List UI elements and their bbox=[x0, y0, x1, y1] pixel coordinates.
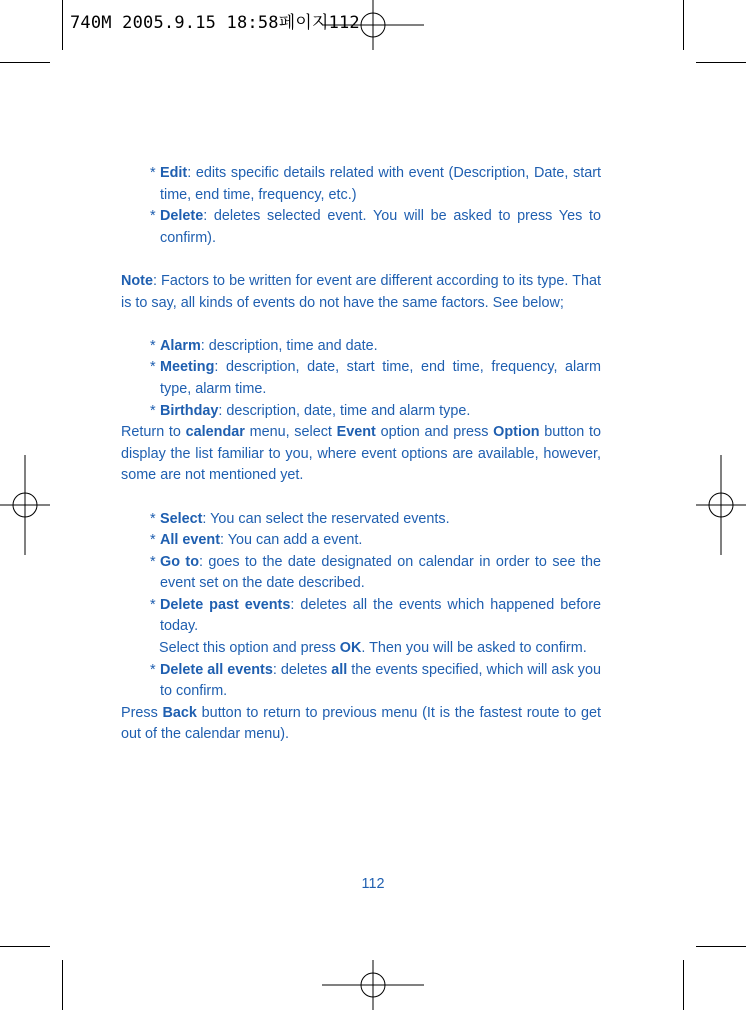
term-text: : You can add a event. bbox=[219, 532, 363, 549]
bullet-delete bbox=[121, 206, 601, 249]
bullet-go-to bbox=[121, 552, 601, 595]
spacer bbox=[121, 487, 601, 509]
term-label: All event bbox=[160, 532, 220, 549]
term-text: : description, time and date. bbox=[200, 337, 378, 354]
bullet-star: * bbox=[150, 208, 156, 225]
bullet-star: * bbox=[150, 402, 156, 419]
spacer bbox=[121, 249, 601, 271]
note-text: : Factors to be written for event are different according to its type. That is to say, all kinds of events do not have the same factors. See below; bbox=[121, 272, 601, 311]
bullet-delete-past-events bbox=[121, 595, 601, 638]
text-run: menu, select bbox=[244, 424, 337, 441]
bullet-delete-all-events bbox=[121, 660, 601, 703]
spacer bbox=[121, 314, 601, 336]
bullet-star: * bbox=[150, 165, 156, 181]
bold-term: OK bbox=[339, 640, 362, 657]
registration-mark-bottom bbox=[322, 960, 424, 1010]
crop-mark-tl-vertical bbox=[62, 0, 63, 50]
note-paragraph bbox=[121, 271, 601, 314]
term-text: : You can select the reservated events. bbox=[202, 510, 450, 527]
term-label: Birthday bbox=[160, 402, 219, 419]
term-label: Meeting bbox=[160, 359, 215, 376]
bullet-star: * bbox=[150, 359, 156, 376]
crop-mark-br-horizontal bbox=[696, 946, 746, 947]
return-paragraph bbox=[121, 422, 601, 487]
term-label: Edit bbox=[160, 165, 188, 181]
bullet-all-event bbox=[121, 530, 601, 552]
text-run: Return to bbox=[121, 424, 186, 441]
bullet-star: * bbox=[150, 532, 156, 549]
crop-mark-bl-vertical bbox=[62, 960, 63, 1010]
note-label: Note bbox=[121, 272, 153, 289]
select-option-line bbox=[121, 638, 601, 660]
term-label: Alarm bbox=[160, 337, 201, 354]
page-number: 112 bbox=[361, 876, 385, 892]
term-label: Delete past events bbox=[160, 596, 291, 613]
bullet-select bbox=[121, 509, 601, 531]
term-text: : deletes all the events which happened before today. bbox=[160, 596, 601, 635]
term-text: : description, date, time and alarm type. bbox=[218, 402, 471, 419]
term-label: Delete bbox=[160, 208, 204, 225]
back-paragraph bbox=[121, 703, 601, 746]
bullet-birthday bbox=[121, 401, 601, 423]
term-label: Select bbox=[160, 510, 203, 527]
bold-term: all bbox=[331, 661, 348, 678]
text-run: Select this option and press bbox=[159, 640, 340, 657]
registration-mark-left bbox=[0, 455, 50, 555]
term-label: Go to bbox=[160, 553, 199, 570]
crop-mark-tr-horizontal bbox=[696, 62, 746, 63]
bullet-star: * bbox=[150, 510, 156, 527]
term-label: Delete all events bbox=[160, 661, 273, 678]
print-header: 740M 2005.9.15 18:58페이지112 bbox=[70, 13, 360, 33]
term-text: : deletes selected event. You will be asked to press Yes to confirm). bbox=[160, 208, 601, 246]
text-run: Press bbox=[121, 704, 163, 721]
text-run: : deletes bbox=[272, 661, 332, 678]
crop-mark-tl-horizontal bbox=[0, 62, 50, 63]
bullet-star: * bbox=[150, 337, 156, 354]
bullet-meeting bbox=[121, 357, 601, 400]
page-content bbox=[121, 163, 601, 746]
crop-mark-bl-horizontal bbox=[0, 946, 50, 947]
text-run: button to return to previous menu (It is the fastest route to get out of the calendar menu). bbox=[121, 704, 601, 743]
bullet-star: * bbox=[150, 596, 156, 613]
registration-mark-top bbox=[322, 0, 424, 50]
bullet-star: * bbox=[150, 661, 156, 678]
text-run: . Then you will be asked to confirm. bbox=[361, 640, 587, 657]
term-text: : goes to the date designated on calendar in order to see the event set on the date described. bbox=[160, 553, 601, 592]
crop-mark-tr-vertical bbox=[683, 0, 684, 50]
text-run: option and press bbox=[375, 424, 494, 441]
bold-term: Event bbox=[336, 424, 376, 441]
bullet-alarm bbox=[121, 336, 601, 358]
term-text: : edits specific details related with event (Description, Date, start time, end time, frequency, etc.) bbox=[160, 165, 601, 203]
text-run: button to display the list familiar to you, where event options are available, however, some are not mentioned yet. bbox=[121, 424, 601, 484]
text-run: the events specified, which will ask you to confirm. bbox=[160, 661, 601, 700]
bold-term: Back bbox=[162, 704, 197, 721]
bullet-edit bbox=[121, 163, 601, 206]
bold-term: Option bbox=[493, 424, 540, 441]
term-text: : description, date, start time, end time, frequency, alarm type, alarm time. bbox=[160, 359, 601, 397]
registration-mark-right bbox=[696, 455, 746, 555]
crop-mark-br-vertical bbox=[683, 960, 684, 1010]
bold-term: calendar bbox=[185, 424, 245, 441]
bullet-star: * bbox=[150, 553, 156, 570]
